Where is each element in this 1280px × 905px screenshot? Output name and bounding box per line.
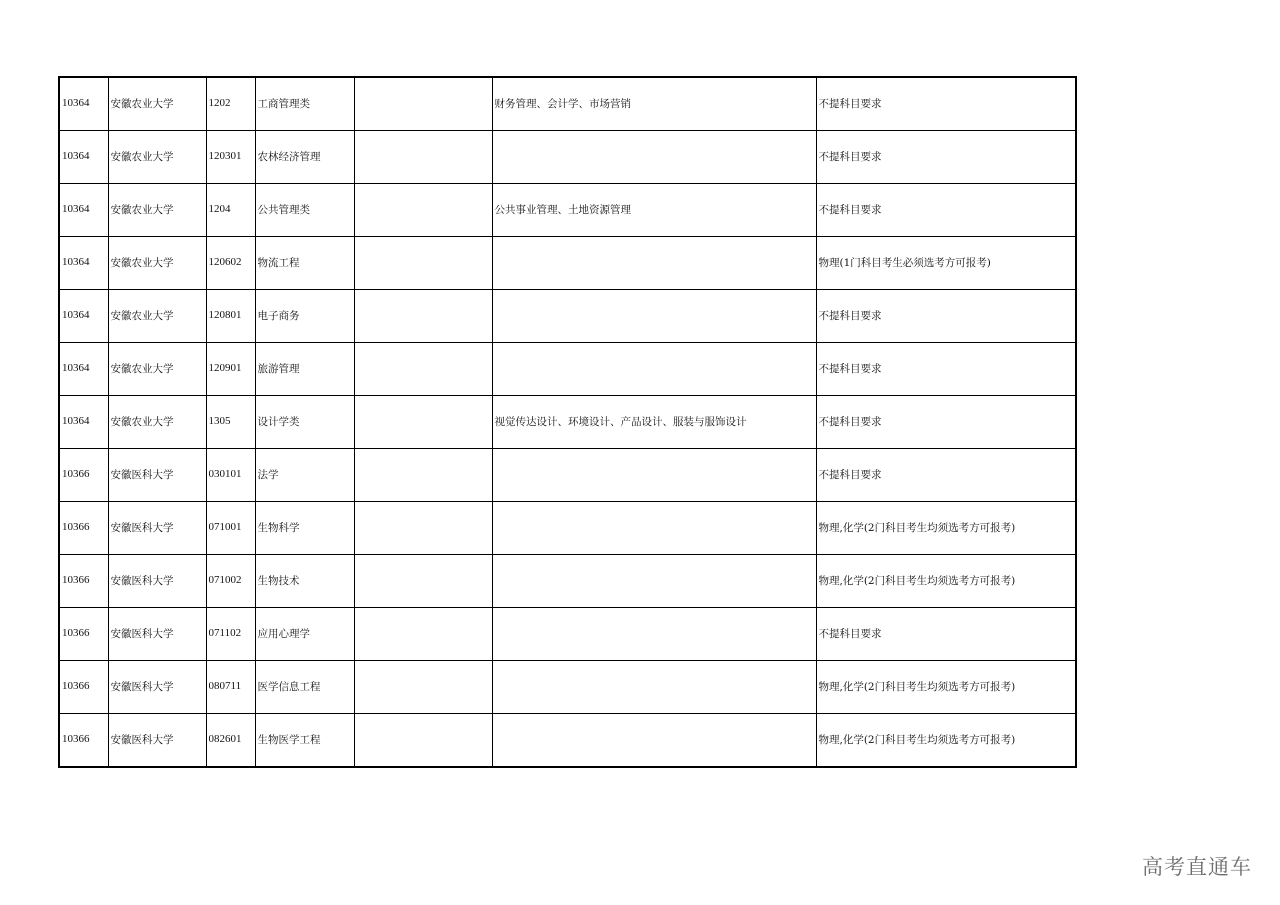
school-code-cell: 10366 bbox=[59, 555, 108, 608]
major-name-cell: 物流工程 bbox=[255, 237, 354, 290]
school-name-cell: 安徽农业大学 bbox=[108, 396, 206, 449]
school-name-cell: 安徽农业大学 bbox=[108, 237, 206, 290]
note-cell bbox=[354, 661, 492, 714]
note-cell bbox=[354, 290, 492, 343]
school-name-cell: 安徽农业大学 bbox=[108, 131, 206, 184]
major-code-cell: 120301 bbox=[206, 131, 255, 184]
school-code-cell: 10366 bbox=[59, 449, 108, 502]
major-code-cell: 030101 bbox=[206, 449, 255, 502]
major-name-cell: 生物医学工程 bbox=[255, 714, 354, 768]
school-name-cell: 安徽医科大学 bbox=[108, 555, 206, 608]
major-code-cell: 120801 bbox=[206, 290, 255, 343]
major-code-cell: 082601 bbox=[206, 714, 255, 768]
table-row bbox=[59, 290, 1076, 343]
school-name-cell: 安徽农业大学 bbox=[108, 343, 206, 396]
major-name-cell: 旅游管理 bbox=[255, 343, 354, 396]
table-row bbox=[59, 555, 1076, 608]
school-code-cell: 10364 bbox=[59, 237, 108, 290]
note-cell bbox=[354, 608, 492, 661]
included-majors-cell bbox=[492, 237, 816, 290]
table-row bbox=[59, 343, 1076, 396]
school-name-cell: 安徽医科大学 bbox=[108, 714, 206, 768]
major-name-cell: 电子商务 bbox=[255, 290, 354, 343]
watermark-text: 高考直通车 bbox=[1142, 855, 1252, 879]
table-row bbox=[59, 184, 1076, 237]
school-code-cell: 10366 bbox=[59, 502, 108, 555]
note-cell bbox=[354, 502, 492, 555]
school-code-cell: 10364 bbox=[59, 184, 108, 237]
table-body bbox=[59, 77, 1076, 767]
included-majors-cell bbox=[492, 608, 816, 661]
note-cell bbox=[354, 555, 492, 608]
subject-requirement-cell: 物理,化学(2门科目考生均须选考方可报考) bbox=[816, 502, 1076, 555]
major-name-cell: 公共管理类 bbox=[255, 184, 354, 237]
subject-requirements-table bbox=[58, 76, 1077, 768]
note-cell bbox=[354, 184, 492, 237]
included-majors-cell bbox=[492, 555, 816, 608]
school-code-cell: 10364 bbox=[59, 131, 108, 184]
school-name-cell: 安徽医科大学 bbox=[108, 661, 206, 714]
major-name-cell: 农林经济管理 bbox=[255, 131, 354, 184]
subject-requirement-cell: 不提科目要求 bbox=[816, 396, 1076, 449]
school-name-cell: 安徽农业大学 bbox=[108, 77, 206, 131]
school-name-cell: 安徽农业大学 bbox=[108, 290, 206, 343]
subject-requirement-cell: 不提科目要求 bbox=[816, 343, 1076, 396]
note-cell bbox=[354, 396, 492, 449]
note-cell bbox=[354, 343, 492, 396]
school-code-cell: 10364 bbox=[59, 343, 108, 396]
major-name-cell: 工商管理类 bbox=[255, 77, 354, 131]
subject-requirement-cell: 不提科目要求 bbox=[816, 184, 1076, 237]
table-row bbox=[59, 608, 1076, 661]
included-majors-cell bbox=[492, 290, 816, 343]
school-code-cell: 10366 bbox=[59, 608, 108, 661]
included-majors-cell bbox=[492, 131, 816, 184]
major-code-cell: 1305 bbox=[206, 396, 255, 449]
table-row bbox=[59, 237, 1076, 290]
major-name-cell: 设计学类 bbox=[255, 396, 354, 449]
major-code-cell: 080711 bbox=[206, 661, 255, 714]
subject-requirement-cell: 不提科目要求 bbox=[816, 608, 1076, 661]
table-row bbox=[59, 714, 1076, 768]
table-row bbox=[59, 131, 1076, 184]
note-cell bbox=[354, 237, 492, 290]
subject-requirement-cell: 不提科目要求 bbox=[816, 131, 1076, 184]
note-cell bbox=[354, 714, 492, 768]
included-majors-cell bbox=[492, 502, 816, 555]
included-majors-cell bbox=[492, 661, 816, 714]
school-name-cell: 安徽医科大学 bbox=[108, 608, 206, 661]
subject-requirement-cell: 不提科目要求 bbox=[816, 449, 1076, 502]
major-name-cell: 应用心理学 bbox=[255, 608, 354, 661]
major-code-cell: 1204 bbox=[206, 184, 255, 237]
included-majors-cell: 公共事业管理、土地资源管理 bbox=[492, 184, 816, 237]
school-code-cell: 10366 bbox=[59, 714, 108, 768]
note-cell bbox=[354, 449, 492, 502]
included-majors-cell: 财务管理、会计学、市场营销 bbox=[492, 77, 816, 131]
school-code-cell: 10364 bbox=[59, 77, 108, 131]
major-code-cell: 071102 bbox=[206, 608, 255, 661]
major-code-cell: 071002 bbox=[206, 555, 255, 608]
major-code-cell: 120602 bbox=[206, 237, 255, 290]
major-code-cell: 071001 bbox=[206, 502, 255, 555]
included-majors-cell bbox=[492, 343, 816, 396]
included-majors-cell bbox=[492, 449, 816, 502]
subject-requirement-cell: 物理,化学(2门科目考生均须选考方可报考) bbox=[816, 714, 1076, 768]
school-name-cell: 安徽医科大学 bbox=[108, 449, 206, 502]
major-name-cell: 生物科学 bbox=[255, 502, 354, 555]
school-code-cell: 10364 bbox=[59, 290, 108, 343]
major-name-cell: 医学信息工程 bbox=[255, 661, 354, 714]
major-name-cell: 生物技术 bbox=[255, 555, 354, 608]
note-cell bbox=[354, 77, 492, 131]
school-name-cell: 安徽医科大学 bbox=[108, 502, 206, 555]
included-majors-cell: 视觉传达设计、环境设计、产品设计、服装与服饰设计 bbox=[492, 396, 816, 449]
subject-requirement-cell: 物理,化学(2门科目考生均须选考方可报考) bbox=[816, 661, 1076, 714]
note-cell bbox=[354, 131, 492, 184]
subject-requirement-cell: 物理(1门科目考生必须选考方可报考) bbox=[816, 237, 1076, 290]
school-code-cell: 10364 bbox=[59, 396, 108, 449]
school-code-cell: 10366 bbox=[59, 661, 108, 714]
school-name-cell: 安徽农业大学 bbox=[108, 184, 206, 237]
included-majors-cell bbox=[492, 714, 816, 768]
subject-requirement-cell: 物理,化学(2门科目考生均须选考方可报考) bbox=[816, 555, 1076, 608]
table-row bbox=[59, 77, 1076, 131]
major-code-cell: 1202 bbox=[206, 77, 255, 131]
major-code-cell: 120901 bbox=[206, 343, 255, 396]
major-name-cell: 法学 bbox=[255, 449, 354, 502]
table-row bbox=[59, 396, 1076, 449]
table-row bbox=[59, 449, 1076, 502]
subject-requirement-cell: 不提科目要求 bbox=[816, 77, 1076, 131]
table-row bbox=[59, 502, 1076, 555]
table-row bbox=[59, 661, 1076, 714]
subject-requirement-cell: 不提科目要求 bbox=[816, 290, 1076, 343]
